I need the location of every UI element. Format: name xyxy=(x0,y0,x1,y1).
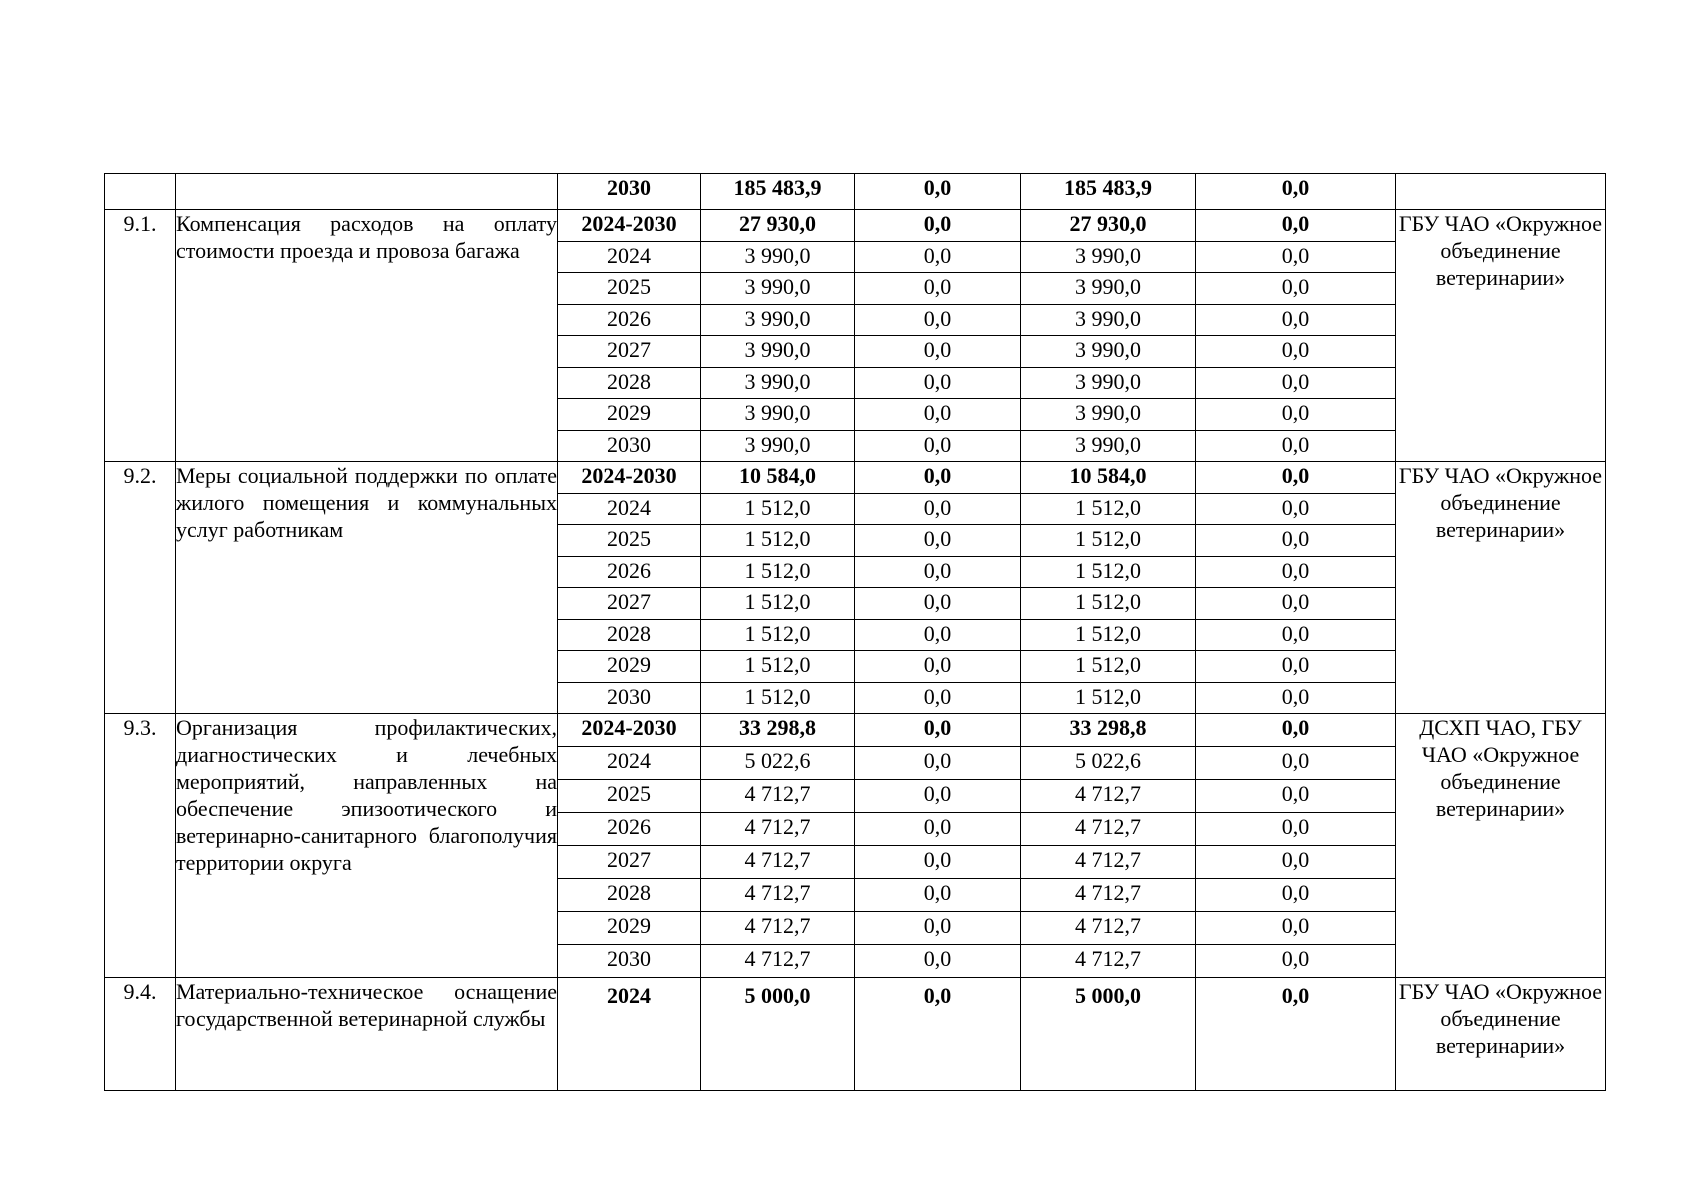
num-cell xyxy=(105,174,176,210)
col3-cell: 0,0 xyxy=(1196,780,1396,813)
col1-cell: 0,0 xyxy=(855,619,1021,651)
total-cell: 3 990,0 xyxy=(701,430,855,462)
col2-cell: 10 584,0 xyxy=(1021,462,1196,494)
col2-cell: 3 990,0 xyxy=(1021,399,1196,431)
col3-cell: 0,0 xyxy=(1196,273,1396,305)
total-cell: 4 712,7 xyxy=(701,846,855,879)
total-cell: 1 512,0 xyxy=(701,682,855,714)
col1-cell: 0,0 xyxy=(855,174,1021,210)
budget-table xyxy=(104,173,1606,1091)
col1-cell: 0,0 xyxy=(855,273,1021,305)
col2-cell: 3 990,0 xyxy=(1021,367,1196,399)
total-cell: 1 512,0 xyxy=(701,651,855,683)
year-cell: 2027 xyxy=(558,336,701,368)
executor-cell xyxy=(1396,174,1606,210)
col2-cell: 3 990,0 xyxy=(1021,336,1196,368)
year-cell: 2029 xyxy=(558,399,701,431)
col3-cell: 0,0 xyxy=(1196,682,1396,714)
year-cell: 2024-2030 xyxy=(558,210,701,242)
total-cell: 1 512,0 xyxy=(701,588,855,620)
col1-cell: 0,0 xyxy=(855,813,1021,846)
col1-cell: 0,0 xyxy=(855,912,1021,945)
col1-cell: 0,0 xyxy=(855,747,1021,780)
col1-cell: 0,0 xyxy=(855,780,1021,813)
col1-cell: 0,0 xyxy=(855,846,1021,879)
total-cell: 3 990,0 xyxy=(701,399,855,431)
item-executor: ГБУ ЧАО «Окружное объединение ветеринарии» xyxy=(1396,462,1606,714)
col1-cell: 0,0 xyxy=(855,978,1021,1091)
col3-cell: 0,0 xyxy=(1196,462,1396,494)
col1-cell: 0,0 xyxy=(855,556,1021,588)
total-cell: 5 022,6 xyxy=(701,747,855,780)
col3-cell: 0,0 xyxy=(1196,846,1396,879)
total-cell: 10 584,0 xyxy=(701,462,855,494)
col1-cell: 0,0 xyxy=(855,651,1021,683)
col3-cell: 0,0 xyxy=(1196,747,1396,780)
col2-cell: 33 298,8 xyxy=(1021,714,1196,747)
col1-cell: 0,0 xyxy=(855,945,1021,978)
col1-cell: 0,0 xyxy=(855,241,1021,273)
year-cell: 2024 xyxy=(558,747,701,780)
col2-cell: 3 990,0 xyxy=(1021,241,1196,273)
total-cell: 4 712,7 xyxy=(701,945,855,978)
col3-cell: 0,0 xyxy=(1196,525,1396,557)
col3-cell: 0,0 xyxy=(1196,619,1396,651)
col2-cell: 4 712,7 xyxy=(1021,945,1196,978)
total-cell: 3 990,0 xyxy=(701,273,855,305)
col2-cell: 4 712,7 xyxy=(1021,780,1196,813)
table-row xyxy=(105,714,1606,747)
col1-cell: 0,0 xyxy=(855,336,1021,368)
name-cell xyxy=(176,174,558,210)
year-cell: 2029 xyxy=(558,912,701,945)
item-name: Компенсация расходов на оплату стоимости проезда и провоза багажа xyxy=(176,210,558,462)
year-cell: 2030 xyxy=(558,945,701,978)
total-cell: 4 712,7 xyxy=(701,912,855,945)
item-number: 9.2. xyxy=(105,462,176,714)
table-row xyxy=(105,978,1606,1091)
total-cell: 3 990,0 xyxy=(701,241,855,273)
col1-cell: 0,0 xyxy=(855,682,1021,714)
col1-cell: 0,0 xyxy=(855,399,1021,431)
year-cell: 2029 xyxy=(558,651,701,683)
item-name: Материально-техническое оснащение государственной ветеринарной службы xyxy=(176,978,558,1091)
col3-cell: 0,0 xyxy=(1196,978,1396,1091)
col2-cell: 1 512,0 xyxy=(1021,619,1196,651)
total-cell: 3 990,0 xyxy=(701,336,855,368)
year-cell: 2024-2030 xyxy=(558,462,701,494)
item-number: 9.4. xyxy=(105,978,176,1091)
total-cell: 3 990,0 xyxy=(701,304,855,336)
col1-cell: 0,0 xyxy=(855,879,1021,912)
year-cell: 2024 xyxy=(558,241,701,273)
col2-cell: 5 000,0 xyxy=(1021,978,1196,1091)
col2-cell: 4 712,7 xyxy=(1021,912,1196,945)
table-row xyxy=(105,462,1606,494)
year-cell: 2025 xyxy=(558,780,701,813)
total-cell: 27 930,0 xyxy=(701,210,855,242)
item-executor: ДСХП ЧАО, ГБУ ЧАО «Окружное объединение ветеринарии» xyxy=(1396,714,1606,978)
col3-cell: 0,0 xyxy=(1196,493,1396,525)
col2-cell: 4 712,7 xyxy=(1021,813,1196,846)
col1-cell: 0,0 xyxy=(855,525,1021,557)
col2-cell: 1 512,0 xyxy=(1021,493,1196,525)
col1-cell: 0,0 xyxy=(855,714,1021,747)
year-cell: 2030 xyxy=(558,174,701,210)
col2-cell: 3 990,0 xyxy=(1021,304,1196,336)
year-cell: 2028 xyxy=(558,619,701,651)
total-cell: 1 512,0 xyxy=(701,493,855,525)
col3-cell: 0,0 xyxy=(1196,210,1396,242)
col2-cell: 3 990,0 xyxy=(1021,430,1196,462)
year-cell: 2027 xyxy=(558,588,701,620)
year-cell: 2025 xyxy=(558,273,701,305)
col1-cell: 0,0 xyxy=(855,430,1021,462)
total-cell: 5 000,0 xyxy=(701,978,855,1091)
year-cell: 2026 xyxy=(558,556,701,588)
year-cell: 2030 xyxy=(558,430,701,462)
year-cell: 2026 xyxy=(558,813,701,846)
col2-cell: 27 930,0 xyxy=(1021,210,1196,242)
col3-cell: 0,0 xyxy=(1196,174,1396,210)
year-cell: 2027 xyxy=(558,846,701,879)
col1-cell: 0,0 xyxy=(855,210,1021,242)
col3-cell: 0,0 xyxy=(1196,879,1396,912)
year-cell: 2030 xyxy=(558,682,701,714)
col3-cell: 0,0 xyxy=(1196,714,1396,747)
year-cell: 2025 xyxy=(558,525,701,557)
col2-cell: 1 512,0 xyxy=(1021,525,1196,557)
col3-cell: 0,0 xyxy=(1196,336,1396,368)
item-name: Организация профилактических, диагностических и лечебных мероприятий, направленных на обеспечение эпизоотического и ветеринарно-санитарного благополучия территории округа xyxy=(176,714,558,978)
col2-cell: 1 512,0 xyxy=(1021,651,1196,683)
col3-cell: 0,0 xyxy=(1196,556,1396,588)
total-cell: 4 712,7 xyxy=(701,879,855,912)
col1-cell: 0,0 xyxy=(855,462,1021,494)
year-cell: 2028 xyxy=(558,879,701,912)
col3-cell: 0,0 xyxy=(1196,367,1396,399)
year-cell: 2026 xyxy=(558,304,701,336)
total-cell: 1 512,0 xyxy=(701,525,855,557)
col3-cell: 0,0 xyxy=(1196,430,1396,462)
col3-cell: 0,0 xyxy=(1196,945,1396,978)
total-cell: 3 990,0 xyxy=(701,367,855,399)
col3-cell: 0,0 xyxy=(1196,813,1396,846)
col2-cell: 4 712,7 xyxy=(1021,879,1196,912)
table-row xyxy=(105,210,1606,242)
item-executor: ГБУ ЧАО «Окружное объединение ветеринарии» xyxy=(1396,978,1606,1091)
year-cell: 2024-2030 xyxy=(558,714,701,747)
total-cell: 4 712,7 xyxy=(701,780,855,813)
year-cell: 2028 xyxy=(558,367,701,399)
col3-cell: 0,0 xyxy=(1196,912,1396,945)
col3-cell: 0,0 xyxy=(1196,241,1396,273)
col1-cell: 0,0 xyxy=(855,493,1021,525)
total-cell: 185 483,9 xyxy=(701,174,855,210)
col2-cell: 1 512,0 xyxy=(1021,588,1196,620)
item-name: Меры социальной поддержки по оплате жилого помещения и коммунальных услуг работникам xyxy=(176,462,558,714)
col3-cell: 0,0 xyxy=(1196,304,1396,336)
col2-cell: 1 512,0 xyxy=(1021,682,1196,714)
table-row xyxy=(105,174,1606,210)
col2-cell: 5 022,6 xyxy=(1021,747,1196,780)
col3-cell: 0,0 xyxy=(1196,588,1396,620)
col1-cell: 0,0 xyxy=(855,367,1021,399)
year-cell: 2024 xyxy=(558,978,701,1091)
total-cell: 1 512,0 xyxy=(701,619,855,651)
col3-cell: 0,0 xyxy=(1196,651,1396,683)
col2-cell: 1 512,0 xyxy=(1021,556,1196,588)
item-executor: ГБУ ЧАО «Окружное объединение ветеринарии» xyxy=(1396,210,1606,462)
col2-cell: 4 712,7 xyxy=(1021,846,1196,879)
col3-cell: 0,0 xyxy=(1196,399,1396,431)
col2-cell: 3 990,0 xyxy=(1021,273,1196,305)
col2-cell: 185 483,9 xyxy=(1021,174,1196,210)
year-cell: 2024 xyxy=(558,493,701,525)
total-cell: 33 298,8 xyxy=(701,714,855,747)
total-cell: 1 512,0 xyxy=(701,556,855,588)
item-number: 9.3. xyxy=(105,714,176,978)
col1-cell: 0,0 xyxy=(855,304,1021,336)
item-number: 9.1. xyxy=(105,210,176,462)
total-cell: 4 712,7 xyxy=(701,813,855,846)
col1-cell: 0,0 xyxy=(855,588,1021,620)
